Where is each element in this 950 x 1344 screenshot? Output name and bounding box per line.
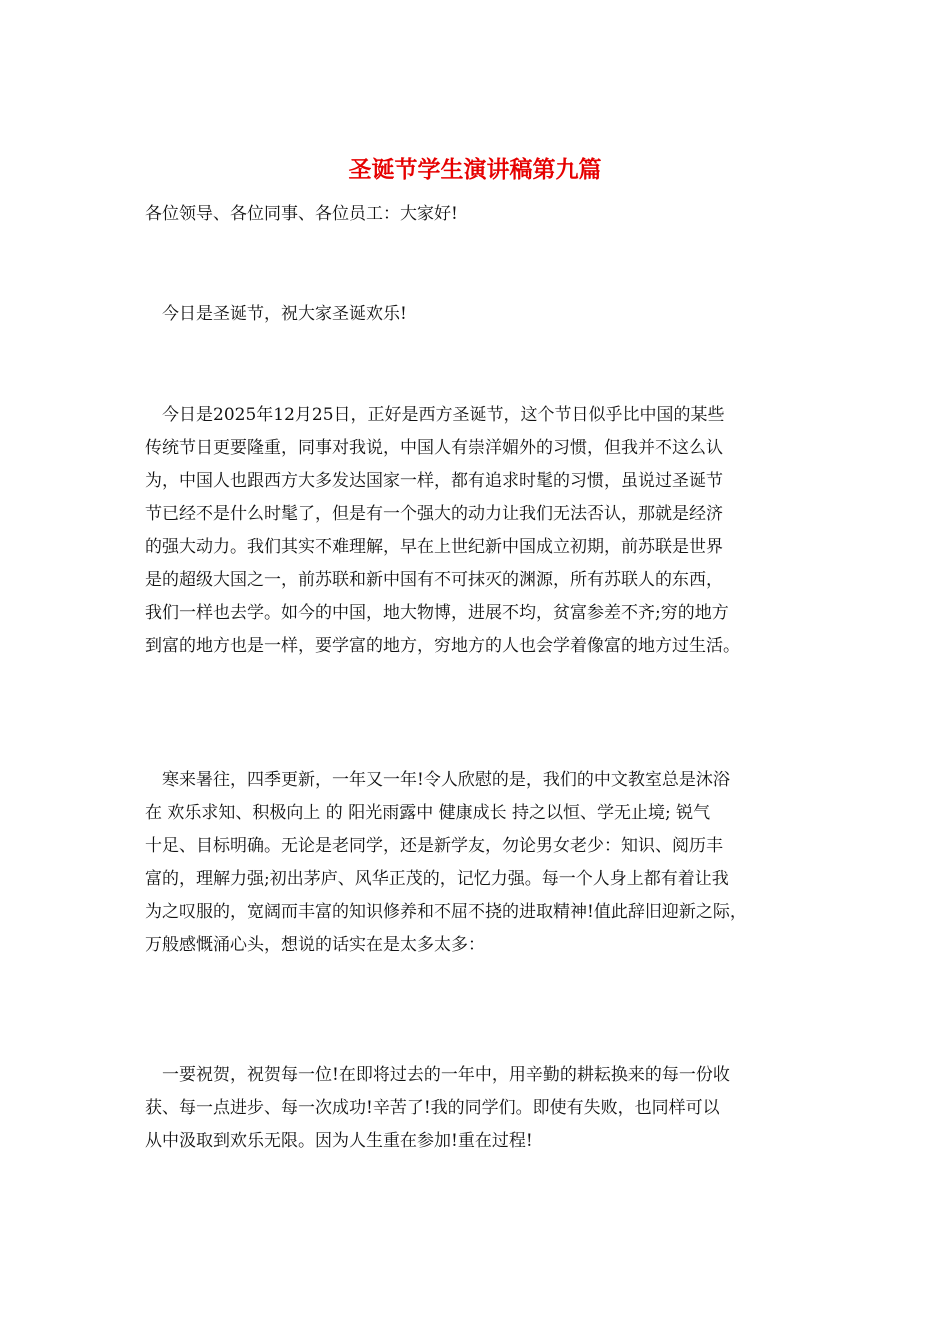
paragraph-line: 今日是2025年12月25日，正好是西方圣诞节，这个节日似乎比中国的某些 — [145, 405, 725, 425]
paragraph-line: 富的，理解力强;初出茅庐、风华正茂的，记忆力强。每一个人身上都有着让我 — [145, 869, 729, 889]
paragraph-line: 寒来暑往，四季更新，一年又一年!令人欣慰的是，我们的中文教室总是沐浴 — [145, 770, 730, 790]
paragraph-3 — [145, 764, 835, 962]
paragraph-line: 为之叹服的，宽阔而丰富的知识修养和不屈不挠的进取精神!值此辞旧迎新之际， — [145, 902, 747, 922]
paragraph-line: 的强大动力。我们其实不难理解，早在上世纪新中国成立初期，前苏联是世界 — [145, 537, 723, 557]
paragraph-line: 十足、目标明确。无论是老同学，还是新学友，勿论男女老少：知识、阅历丰 — [145, 836, 723, 856]
document-title: 圣诞节学生演讲稿第九篇 — [348, 156, 602, 183]
paragraph-line: 传统节日更要隆重，同事对我说，中国人有崇洋媚外的习惯，但我并不这么认 — [145, 438, 723, 458]
paragraph-line: 获、每一点进步、每一次成功!辛苦了!我的同学们。即使有失败，也同样可以 — [145, 1098, 720, 1118]
paragraph-line: 万般感慨涌心头，想说的话实在是太多太多： — [145, 935, 485, 955]
paragraph-line: 一要祝贺，祝贺每一位!在即将过去的一年中，用辛勤的耕耘换来的每一份收 — [145, 1065, 730, 1085]
paragraph-line: 我们一样也去学。如今的中国，地大物博，进展不均，贫富参差不齐;穷的地方 — [145, 603, 729, 623]
paragraph-line: 从中汲取到欢乐无限。因为人生重在参加!重在过程! — [145, 1131, 533, 1151]
paragraph-line: 在 欢乐求知、积极向上 的 阳光雨露中 健康成长 持之以恒、学无止境; 锐气 — [145, 803, 711, 823]
paragraph-2 — [145, 399, 835, 663]
paragraph-1 — [145, 298, 835, 331]
paragraph-line: 到富的地方也是一样，要学富的地方，穷地方的人也会学着像富的地方过生活。 — [145, 636, 740, 656]
paragraph-line: 为，中国人也跟西方大多发达国家一样，都有追求时髦的习惯，虽说过圣诞节 — [145, 471, 723, 491]
paragraph-4 — [145, 1059, 835, 1158]
paragraph-line: 今日是圣诞节，祝大家圣诞欢乐! — [145, 304, 407, 324]
greeting-line: 各位领导、各位同事、各位员工：大家好! — [145, 204, 458, 224]
paragraph-line: 是的超级大国之一，前苏联和新中国有不可抹灭的渊源，所有苏联人的东西， — [145, 570, 723, 590]
paragraph-line: 节已经不是什么时髦了，但是有一个强大的动力让我们无法否认，那就是经济 — [145, 504, 723, 524]
